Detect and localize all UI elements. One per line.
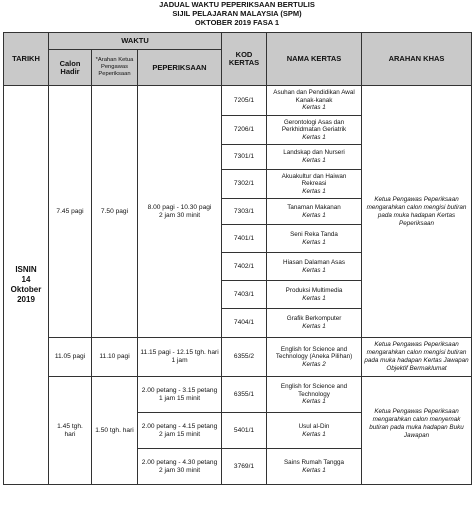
col-tarikh: TARIKH — [4, 33, 49, 86]
col-waktu: WAKTU — [49, 33, 222, 50]
paper-code: 7302/1 — [222, 170, 267, 199]
exam-time-range: 11.15 pagi - 12.15 tgh. hari — [140, 349, 219, 356]
exam-time — [138, 413, 222, 449]
paper-code: 7303/1 — [222, 199, 267, 225]
arahan-ketua-time: 1.50 tgh. hari — [92, 377, 138, 485]
exam-time — [138, 377, 222, 413]
col-arahan-khas: ARAHAN KHAS — [362, 33, 472, 86]
document-title: JADUAL WAKTU PEPERIKSAAN BERTULIS — [159, 0, 315, 9]
exam-year: 2019 — [17, 295, 35, 304]
col-calon-hadir: Calon Hadir — [49, 50, 92, 86]
exam-duration: 1 jam 15 minit — [158, 394, 201, 402]
exam-time-range: 2.00 petang - 3.15 petang — [141, 386, 218, 394]
special-instruction: Ketua Pengawas Peperiksaan mengarahkan calon mengisi butiran pada muka hadapan Kertas Peperiksaan — [362, 86, 472, 338]
paper-code: 7401/1 — [222, 225, 267, 253]
paper-code: 6355/2 — [222, 338, 267, 377]
paper-code: 3769/1 — [222, 449, 267, 485]
exam-duration: 2 jam 30 minit — [158, 466, 201, 474]
paper-code: 7301/1 — [222, 145, 267, 170]
paper-code: 6355/1 — [222, 377, 267, 413]
calon-hadir-time: 1.45 tgh. hari — [49, 377, 92, 485]
paper-name: Hiasan Dalaman Asas Kertas 1 — [267, 253, 362, 281]
document-session: OKTOBER 2019 FASA 1 — [194, 18, 280, 27]
col-peperiksaan: PEPERIKSAAN — [138, 50, 222, 86]
paper-code: 5401/1 — [222, 413, 267, 449]
paper-code: 7206/1 — [222, 116, 267, 145]
exam-duration: 1 jam — [171, 357, 188, 364]
paper-name: Gerontologi Asas dan Perkhidmatan Geriatrik Kertas 1 — [267, 116, 362, 145]
calon-hadir-time: 11.05 pagi — [49, 338, 92, 377]
exam-date-cell — [4, 86, 49, 485]
col-nama-kertas: NAMA KERTAS — [267, 33, 362, 86]
exam-time — [138, 449, 222, 485]
paper-name: English for Science and Technology (Aneka Pilihan) Kertas 2 — [267, 338, 362, 377]
exam-duration: 2 jam 30 minit — [158, 211, 201, 219]
paper-name: Akuakultur dan Haiwan Rekreasi Kertas 1 — [267, 170, 362, 199]
exam-time — [138, 338, 222, 377]
calon-hadir-time: 7.45 pagi — [49, 86, 92, 338]
col-kod-kertas: KOD KERTAS — [222, 33, 267, 86]
exam-timetable — [3, 32, 472, 485]
arahan-ketua-time: 11.10 pagi — [92, 338, 138, 377]
exam-time-range: 8.00 pagi - 10.30 pagi — [147, 203, 212, 211]
table-row — [4, 338, 472, 377]
paper-code: 7403/1 — [222, 281, 267, 309]
paper-name: Produksi Multimedia Kertas 1 — [267, 281, 362, 309]
special-instruction: Ketua Pengawas Peperiksaan mengarahkan calon mengisi butiran pada muka hadapan Kertas Jawapan Objektif Bermaklumat — [362, 338, 472, 377]
document-subtitle: SIJIL PELAJARAN MALAYSIA (SPM) — [172, 9, 302, 18]
special-instruction: Ketua Pengawas Peperiksaan mengarahkan calon menyemak butiran pada muka hadapan Buku Jawapan — [362, 388, 472, 460]
exam-time-range: 2.00 petang - 4.15 petang — [141, 422, 218, 430]
table-row — [4, 86, 472, 116]
paper-name: English for Science and Technology Kertas 1 — [267, 377, 362, 413]
paper-name: Usul al-Din Kertas 1 — [267, 413, 362, 449]
paper-name: Landskap dan Nurseri Kertas 1 — [267, 145, 362, 170]
paper-code: 7402/1 — [222, 253, 267, 281]
table-row — [4, 377, 472, 388]
exam-day: ISNIN — [15, 265, 37, 274]
col-arahan-ketua: *Arahan Ketua Pengawas Peperiksaan — [92, 50, 138, 86]
paper-name: Asuhan dan Pendidikan Awal Kanak-kanak Kertas 1 — [267, 86, 362, 116]
paper-code: 7205/1 — [222, 86, 267, 116]
paper-code: 7404/1 — [222, 309, 267, 338]
paper-name: Grafik Berkomputer Kertas 1 — [267, 309, 362, 338]
exam-date: 14 Oktober — [10, 275, 42, 294]
arahan-ketua-time: 7.50 pagi — [92, 86, 138, 338]
exam-time — [138, 86, 222, 338]
exam-time-range: 2.00 petang - 4.30 petang — [141, 458, 218, 466]
paper-name: Sains Rumah Tangga Kertas 1 — [267, 449, 362, 485]
exam-duration: 2 jam 15 minit — [158, 430, 201, 438]
paper-name: Tanaman Makanan Kertas 1 — [267, 199, 362, 225]
paper-name: Seni Reka Tanda Kertas 1 — [267, 225, 362, 253]
